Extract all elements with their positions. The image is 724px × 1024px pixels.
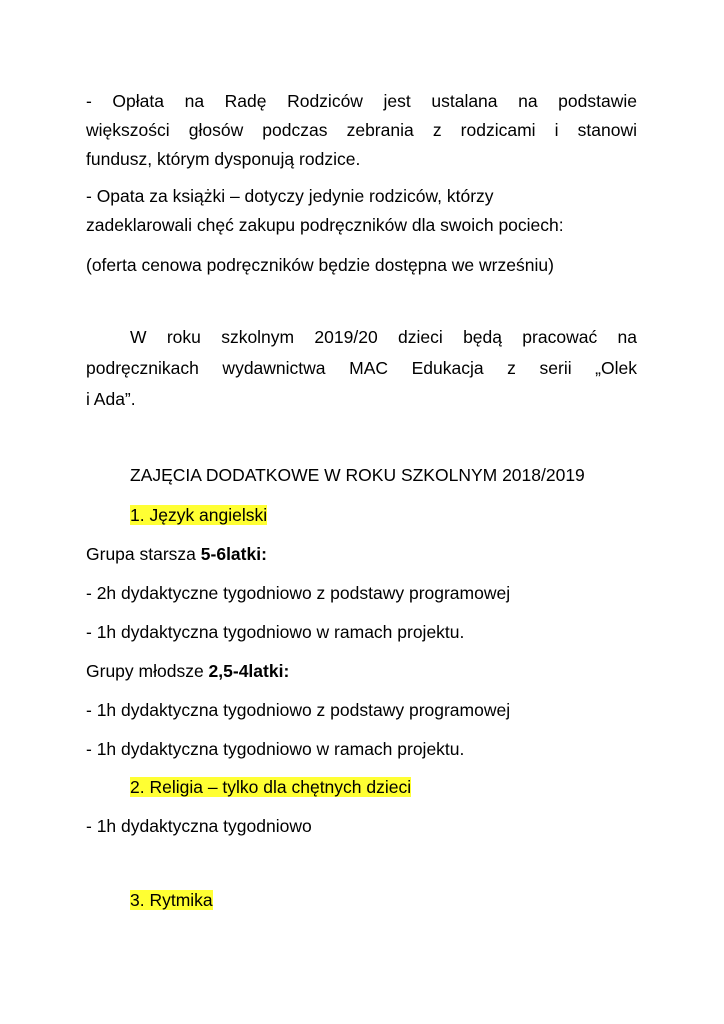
group-label-text: Grupa starsza <box>86 544 201 564</box>
list-line: - 2h dydaktyczne tygodniowo z podstawy programowej <box>86 583 511 603</box>
paragraph-line: - Opata za książki – dotyczy jedynie rodziców, którzy <box>86 186 494 206</box>
group-label <box>86 543 267 566</box>
paragraph-line: zadeklarowali chęć zakupu podręczników dla swoich pociech: <box>86 215 564 235</box>
group-label <box>86 660 289 683</box>
list-line: - 1h dydaktyczna tygodniowo z podstawy programowej <box>86 700 511 720</box>
highlighted-heading: 2. Religia – tylko dla chętnych dzieci <box>130 777 412 797</box>
list-line: - 1h dydaktyczna tygodniowo <box>86 816 312 836</box>
highlighted-heading: 3. Rytmika <box>130 890 213 910</box>
paragraph-line: większości głosów podczas zebrania z rodzicami i stanowi <box>86 120 637 140</box>
paragraph-line: fundusz, którym dysponują rodzice. <box>86 149 361 169</box>
list-item-heading <box>130 776 411 799</box>
list-line: - 1h dydaktyczna tygodniowo w ramach projektu. <box>86 622 465 642</box>
group-label-text: Grupy młodsze <box>86 661 209 681</box>
list-line: - 1h dydaktyczna tygodniowo w ramach projektu. <box>86 739 465 759</box>
paragraph-line: W roku szkolnym 2019/20 dzieci będą pracować na <box>130 327 637 347</box>
paragraph-line: (oferta cenowa podręczników będzie dostępna we wrześniu) <box>86 255 554 275</box>
section-heading: ZAJĘCIA DODATKOWE W ROKU SZKOLNYM 2018/2019 <box>130 465 585 485</box>
paragraph-line: - Opłata na Radę Rodziców jest ustalana na podstawie <box>86 91 637 111</box>
group-label-bold: 5-6latki: <box>200 544 267 564</box>
list-item-heading <box>130 504 267 527</box>
paragraph-line: podręcznikach wydawnictwa MAC Edukacja z serii „Olek <box>86 358 637 378</box>
highlighted-heading: 1. Język angielski <box>130 505 268 525</box>
paragraph-line: i Ada”. <box>86 389 136 409</box>
list-item-heading <box>130 889 213 912</box>
group-label-bold: 2,5-4latki: <box>208 661 290 681</box>
